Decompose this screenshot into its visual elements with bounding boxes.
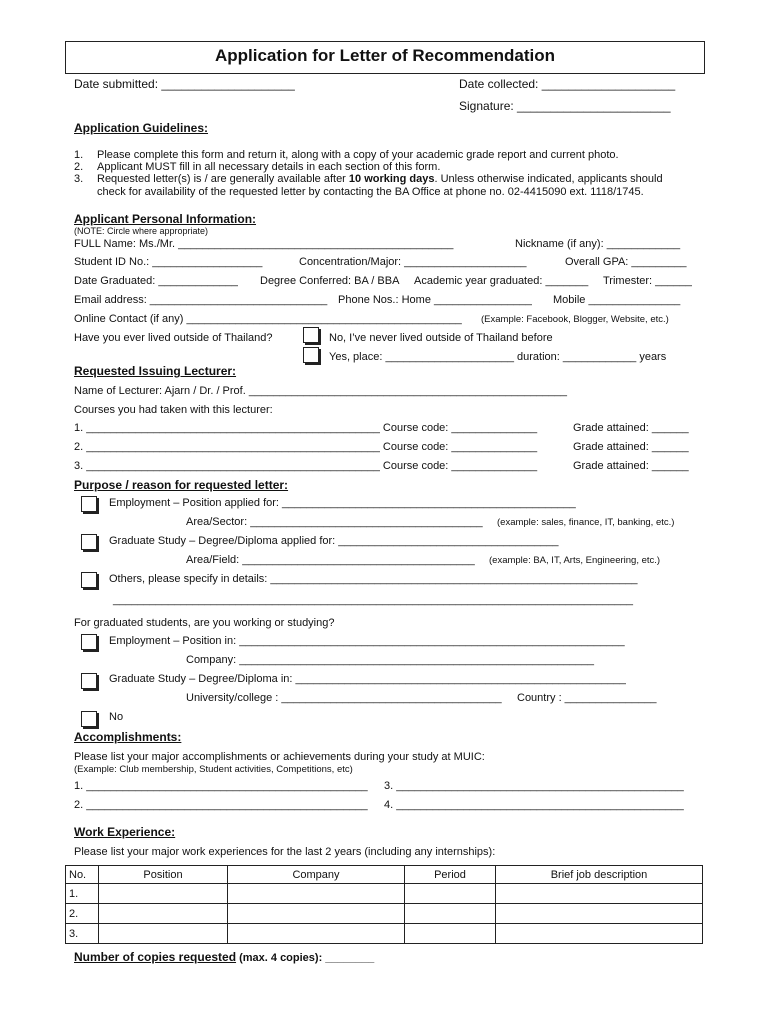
purpose-graduate-field[interactable]: Graduate Study – Degree/Diploma applied for: ____________________________________ bbox=[109, 535, 559, 547]
accomplishment-1[interactable]: 1. ______________________________________________ bbox=[74, 780, 368, 792]
graduated-no-checkbox[interactable] bbox=[81, 711, 97, 727]
university-field[interactable]: University/college : ____________________________________ bbox=[186, 692, 502, 704]
full-name-field[interactable]: FULL Name: Ms./Mr. _____________________________________________ bbox=[74, 238, 454, 250]
purpose-heading: Purpose / reason for requested letter: bbox=[74, 478, 289, 492]
personal-heading: Applicant Personal Information: bbox=[74, 212, 257, 226]
personal-note: (NOTE: Circle where appropriate) bbox=[74, 226, 209, 236]
course-grade-1[interactable]: Grade attained: ______ bbox=[573, 422, 689, 434]
col-position: Position bbox=[99, 866, 228, 884]
graduated-no-label: No bbox=[109, 711, 124, 723]
purpose-others-field[interactable]: Others, please specify in details: ____________________________________________________________ bbox=[109, 573, 638, 585]
description-cell[interactable] bbox=[496, 904, 703, 924]
description-cell[interactable] bbox=[496, 884, 703, 904]
table-row bbox=[66, 884, 703, 904]
date-graduated-field[interactable]: Date Graduated: _____________ bbox=[74, 275, 238, 287]
company-field[interactable]: Company: __________________________________________________________ bbox=[186, 654, 595, 666]
col-period: Period bbox=[405, 866, 496, 884]
guideline-num-1: 1. bbox=[74, 149, 84, 161]
lecturer-name-field[interactable]: Name of Lecturer: Ajarn / Dr. / Prof. ____________________________________________________ bbox=[74, 385, 567, 397]
online-contact-field[interactable]: Online Contact (if any) _____________________________________________ bbox=[74, 313, 462, 325]
period-cell[interactable] bbox=[405, 924, 496, 944]
guideline-text-3-line2: check for availability of the requested letter by contacting the BA Office at phone no. 02-4415090 ext. 1118/1745. bbox=[97, 186, 644, 198]
date-submitted-field[interactable]: Date submitted: ____________________ bbox=[74, 77, 295, 91]
course-grade-2[interactable]: Grade attained: ______ bbox=[573, 441, 689, 453]
graduated-study-checkbox[interactable] bbox=[81, 673, 97, 689]
guidelines-heading: Application Guidelines: bbox=[74, 121, 209, 135]
course-grade-3[interactable]: Grade attained: ______ bbox=[573, 460, 689, 472]
academic-year-field[interactable]: Academic year graduated: _______ bbox=[414, 275, 589, 287]
mobile-field[interactable]: Mobile _______________ bbox=[553, 294, 681, 306]
purpose-graduate-checkbox[interactable] bbox=[81, 534, 97, 550]
purpose-employment-checkbox[interactable] bbox=[81, 496, 97, 512]
copies-label: Number of copies requested bbox=[74, 950, 237, 964]
course-row-3[interactable]: 3. ________________________________________________ Course code: ______________ bbox=[74, 460, 538, 472]
graduated-question: For graduated students, are you working or studying? bbox=[74, 617, 335, 629]
guideline-num-3: 3. bbox=[74, 173, 84, 185]
guideline-text-3 bbox=[97, 174, 663, 185]
purpose-employment-field[interactable]: Employment – Position applied for: ________________________________________________ bbox=[109, 497, 576, 509]
table-row bbox=[66, 924, 703, 944]
country-field[interactable]: Country : _______________ bbox=[517, 692, 657, 704]
purpose-others-checkbox[interactable] bbox=[81, 572, 97, 588]
lived-no-label: No, I’ve never lived outside of Thailand before bbox=[329, 332, 553, 344]
col-no: No. bbox=[66, 866, 99, 884]
area-field-field[interactable]: Area/Field: ______________________________________ bbox=[186, 554, 475, 566]
accomplishment-3[interactable]: 3. _______________________________________________ bbox=[384, 780, 684, 792]
course-row-1[interactable]: 1. ________________________________________________ Course code: ______________ bbox=[74, 422, 538, 434]
col-description: Brief job description bbox=[496, 866, 703, 884]
lived-abroad-question: Have you ever lived outside of Thailand? bbox=[74, 332, 273, 344]
work-experience-table bbox=[65, 865, 703, 944]
guideline-text-3-b: . Unless otherwise indicated, applicants should bbox=[434, 173, 663, 185]
position-cell[interactable] bbox=[99, 884, 228, 904]
area-field-example: (example: BA, IT, Arts, Engineering, etc.) bbox=[489, 555, 661, 566]
row-number: 2. bbox=[66, 904, 99, 924]
copies-field[interactable] bbox=[74, 951, 374, 964]
graduated-employment-field[interactable]: Employment – Position in: _______________________________________________________________ bbox=[109, 635, 625, 647]
guideline-text-3-a: Requested letter(s) is / are generally available after bbox=[97, 173, 349, 185]
period-cell[interactable] bbox=[405, 904, 496, 924]
gpa-field[interactable]: Overall GPA: _________ bbox=[565, 256, 687, 268]
accomplishments-example: (Example: Club membership, Student activities, Competitions, etc) bbox=[74, 764, 353, 775]
company-cell[interactable] bbox=[228, 884, 405, 904]
guideline-text-2: Applicant MUST fill in all necessary details in each section of this form. bbox=[97, 161, 441, 173]
title-box bbox=[65, 41, 705, 74]
work-intro: Please list your major work experiences for the last 2 years (including any internships): bbox=[74, 846, 496, 858]
guideline-text-3-bold: 10 working days bbox=[348, 173, 435, 185]
lived-yes-checkbox[interactable] bbox=[303, 347, 319, 363]
area-sector-example: (example: sales, finance, IT, banking, etc.) bbox=[497, 517, 675, 528]
lived-no-checkbox[interactable] bbox=[303, 327, 319, 343]
table-header-row bbox=[66, 866, 703, 884]
purpose-others-line[interactable]: _____________________________________________________________________________________ bbox=[113, 594, 634, 606]
position-cell[interactable] bbox=[99, 924, 228, 944]
row-number: 3. bbox=[66, 924, 99, 944]
row-number: 1. bbox=[66, 884, 99, 904]
student-id-field[interactable]: Student ID No.: __________________ bbox=[74, 256, 263, 268]
area-sector-field[interactable]: Area/Sector: ______________________________________ bbox=[186, 516, 483, 528]
online-contact-example: (Example: Facebook, Blogger, Website, etc.) bbox=[481, 314, 669, 325]
accomplishment-2[interactable]: 2. ______________________________________________ bbox=[74, 799, 368, 811]
lived-yes-field[interactable]: Yes, place: _____________________ duration: ____________ years bbox=[329, 351, 667, 363]
company-cell[interactable] bbox=[228, 904, 405, 924]
guideline-text-1: Please complete this form and return it, along with a copy of your academic grade report and current photo. bbox=[97, 149, 619, 161]
description-cell[interactable] bbox=[496, 924, 703, 944]
lecturer-heading: Requested Issuing Lecturer: bbox=[74, 364, 237, 378]
copies-suffix: (max. 4 copies): ________ bbox=[236, 952, 375, 964]
graduated-employment-checkbox[interactable] bbox=[81, 634, 97, 650]
form-title: Application for Letter of Recommendation bbox=[214, 46, 556, 65]
position-cell[interactable] bbox=[99, 904, 228, 924]
company-cell[interactable] bbox=[228, 924, 405, 944]
trimester-field[interactable]: Trimester: ______ bbox=[603, 275, 692, 287]
courses-intro: Courses you had taken with this lecturer: bbox=[74, 404, 273, 416]
col-company: Company bbox=[228, 866, 405, 884]
table-row bbox=[66, 904, 703, 924]
degree-conferred-field[interactable]: Degree Conferred: BA / BBA bbox=[260, 275, 400, 287]
course-row-2[interactable]: 2. ________________________________________________ Course code: ______________ bbox=[74, 441, 538, 453]
email-field[interactable]: Email address: _____________________________ bbox=[74, 294, 328, 306]
accomplishments-heading: Accomplishments: bbox=[74, 730, 182, 744]
concentration-field[interactable]: Concentration/Major: ____________________ bbox=[299, 256, 527, 268]
nickname-field[interactable]: Nickname (if any): ____________ bbox=[515, 238, 681, 250]
signature-field[interactable]: Signature: _______________________ bbox=[459, 99, 671, 113]
accomplishments-intro: Please list your major accomplishments or achievements during your study at MUIC: bbox=[74, 751, 485, 763]
work-heading: Work Experience: bbox=[74, 825, 176, 839]
guideline-num-2: 2. bbox=[74, 161, 84, 173]
accomplishment-4[interactable]: 4. _______________________________________________ bbox=[384, 799, 684, 811]
graduated-study-field[interactable]: Graduate Study – Degree/Diploma in: ______________________________________________________ bbox=[109, 673, 626, 685]
period-cell[interactable] bbox=[405, 884, 496, 904]
phone-home-field[interactable]: Phone Nos.: Home ________________ bbox=[338, 294, 532, 306]
date-collected-field[interactable]: Date collected: ____________________ bbox=[459, 77, 676, 91]
